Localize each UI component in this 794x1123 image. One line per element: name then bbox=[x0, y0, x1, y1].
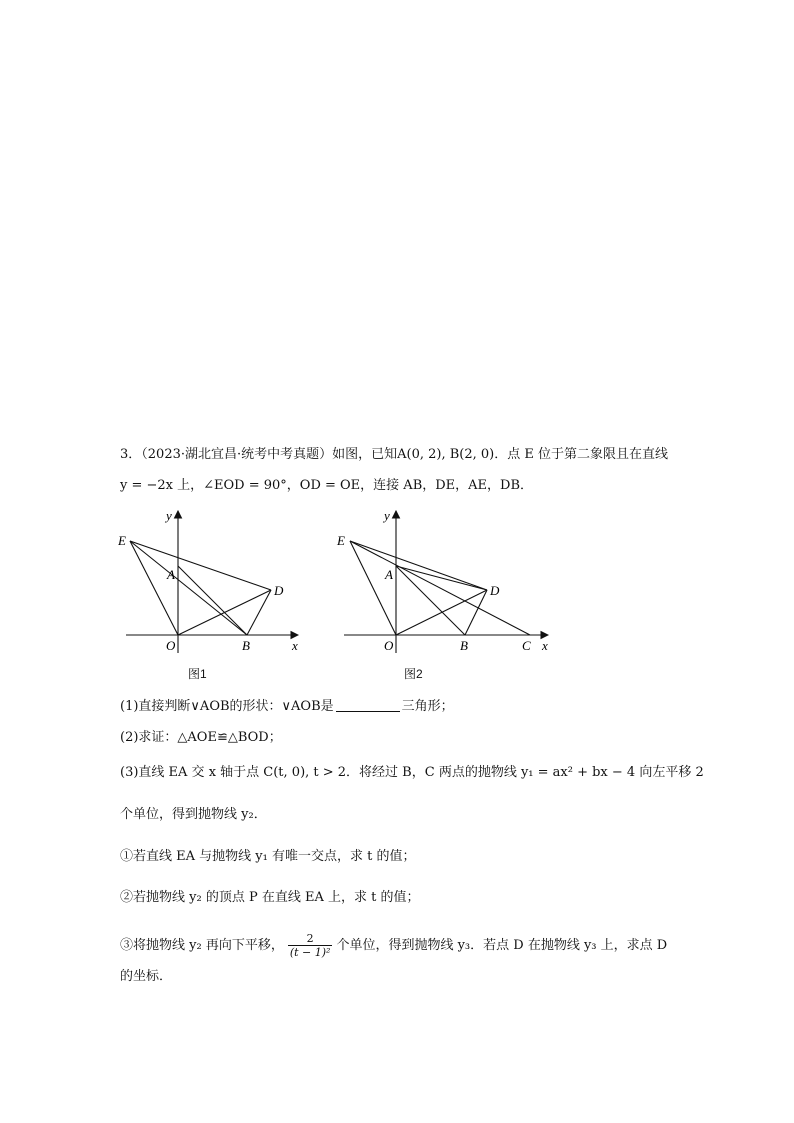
question-3-line-2: 个单位，得到抛物线 y₂． bbox=[120, 807, 267, 822]
label-D: D bbox=[274, 583, 284, 598]
question-3-line-1: (3)直线 EA 交 x 轴于点 C(t, 0), t > 2．将经过 B，C 两点的抛物线 y₁ = ax² + bx − 4 向左平移 2 bbox=[120, 765, 704, 780]
label-O: O bbox=[166, 638, 176, 653]
figure-2-svg bbox=[336, 505, 556, 655]
fraction bbox=[288, 932, 333, 959]
sub-question-3-line-1 bbox=[120, 932, 667, 959]
question-2: (2)求证：△AOE≌△BOD； bbox=[120, 730, 282, 745]
line-O-D bbox=[178, 590, 271, 635]
figure-1-caption: 图1 bbox=[188, 667, 207, 681]
label-O: O bbox=[384, 638, 394, 653]
fraction-denominator: (t − 1)² bbox=[289, 946, 331, 959]
sub-question-3-suffix: 个单位，得到抛物线 y₃．若点 D 在抛物线 y₃ 上，求点 D bbox=[336, 938, 668, 953]
question-1-prefix: (1)直接判断∨AOB的形状：∨AOB是 bbox=[120, 699, 334, 714]
problem-line-1: 3．（2023·湖北宜昌·统考中考真题）如图，已知A(0, 2), B(2, 0)．点 E 位于第二象限且在直线 bbox=[120, 447, 668, 462]
sub-question-3-line-2: 的坐标． bbox=[120, 969, 173, 984]
figure-1 bbox=[118, 505, 308, 659]
label-E: E bbox=[118, 533, 126, 548]
problem-line-2: y = −2x 上，∠EOD = 90°，OD = OE，连接 AB，DE，AE，DB． bbox=[120, 478, 534, 493]
sub-question-2: ②若抛物线 y₂ 的顶点 P 在直线 EA 上，求 t 的值； bbox=[120, 890, 420, 905]
label-y: y bbox=[384, 508, 390, 523]
figure-1-svg bbox=[118, 505, 308, 655]
line-D-B bbox=[247, 590, 271, 635]
label-A: A bbox=[167, 567, 175, 582]
answer-blank[interactable] bbox=[336, 697, 400, 712]
label-B: B bbox=[242, 638, 250, 653]
label-x: x bbox=[542, 638, 548, 653]
line-A-D bbox=[396, 566, 487, 590]
label-D: D bbox=[490, 583, 500, 598]
sub-question-1: ①若直线 EA 与抛物线 y₁ 有唯一交点，求 t 的值； bbox=[120, 849, 416, 864]
question-1-suffix: 三角形； bbox=[401, 699, 454, 714]
label-y: y bbox=[166, 508, 172, 523]
label-x: x bbox=[292, 638, 298, 653]
line-A-B bbox=[178, 566, 247, 635]
label-A: A bbox=[385, 567, 393, 582]
sub-question-3-prefix: ③将抛物线 y₂ 再向下平移， bbox=[120, 938, 284, 953]
figure-2 bbox=[336, 505, 556, 659]
question-1 bbox=[120, 697, 454, 716]
figure-2-caption: 图2 bbox=[404, 667, 423, 681]
line-O-D bbox=[396, 590, 487, 635]
label-E: E bbox=[337, 533, 345, 548]
line-E-B bbox=[130, 541, 247, 635]
line-E-C bbox=[350, 541, 530, 635]
line-A-B bbox=[396, 566, 465, 635]
line-D-B bbox=[465, 590, 487, 635]
fraction-numerator: 2 bbox=[288, 932, 333, 946]
label-B: B bbox=[460, 638, 468, 653]
label-C: C bbox=[522, 638, 531, 653]
